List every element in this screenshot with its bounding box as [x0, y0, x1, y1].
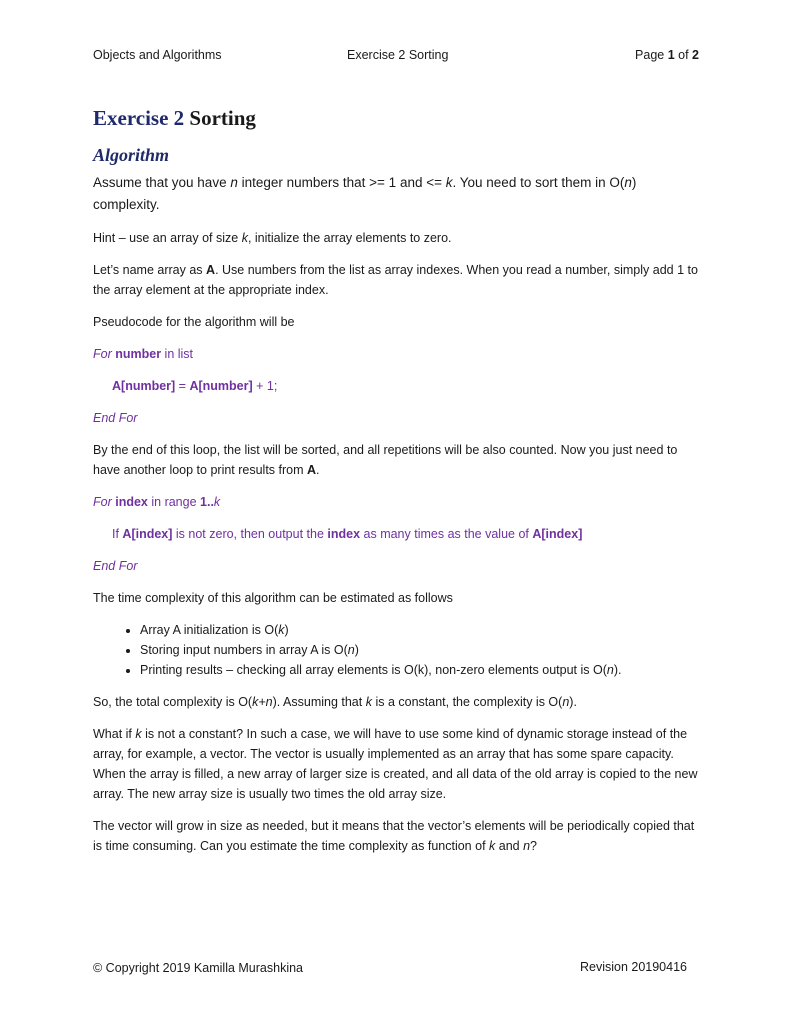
page-total: 2 [692, 48, 699, 62]
total-complexity-paragraph: So, the total complexity is O(k+n). Assuming that k is a constant, the complexity is O(n). [93, 695, 577, 709]
page-prefix: Page [635, 48, 668, 62]
what-if-paragraph: What if k is not a constant? In such a case, we will have to use some kind of dynamic storage instead of the array, for example, a vector. The vector is usually implemented as an array that has some spare capacity. When the array is filled, a new array of larger size is created, and all data of the old array is copied to the new array. The new array size is usually two times the old array size. [93, 727, 698, 801]
page-footer [93, 960, 687, 978]
list-item: • Printing results – checking all array elements is O(k), non-zero elements output is O(n). [140, 660, 705, 680]
header-course: Objects and Algorithms [93, 48, 222, 62]
loop-end-paragraph: By the end of this loop, the list will be sorted, and all repetitions will be also counted. Now you just need to have another loop to print results from A. [93, 443, 678, 477]
array-paragraph: Let’s name array as A. Use numbers from the list as array indexes. When you read a number, simply add 1 to the array element at the appropriate index. [93, 263, 698, 297]
page-current: 1 [667, 48, 675, 62]
code2-body-line: If A[index] is not zero, then output the index as many times as the value of A[index] [112, 527, 583, 541]
title-part1: Exercise 2 [93, 106, 185, 130]
section-heading: Algorithm [93, 145, 170, 165]
page-mid: of [674, 48, 693, 62]
pseudocode-intro: Pseudocode for the algorithm will be [93, 315, 295, 329]
page-number [635, 48, 699, 62]
code2-end-line: End For [93, 559, 138, 573]
code2-for-line: For index in range 1..k [93, 495, 221, 509]
hint-paragraph: Hint – use an array of size k, initialize the array elements to zero. [93, 231, 452, 245]
list-item: • Storing input numbers in array A is O(n) [140, 640, 705, 660]
page-title [93, 106, 705, 131]
vector-paragraph: The vector will grow in size as needed, but it means that the vector’s elements will be periodically copied that is time consuming. Can you estimate the time complexity as function of k and n? [93, 819, 695, 853]
intro-paragraph: Assume that you have n integer numbers that >= 1 and <= k. You need to sort them in O(n) complexity. [93, 175, 637, 212]
code1-for-line: For number in list [93, 347, 194, 361]
main-content [93, 106, 705, 868]
title-part2: Sorting [189, 106, 256, 130]
page-header [93, 48, 699, 66]
code1-end-line: End For [93, 411, 138, 425]
list-item: • Array A initialization is O(k) [140, 620, 705, 640]
complexity-list [93, 620, 705, 680]
revision: Revision 20190416 [579, 960, 687, 974]
code1-body-line: A[number] = A[number] + 1; [112, 379, 278, 393]
header-title: Exercise 2 Sorting [347, 48, 449, 62]
copyright: © Copyright 2019 Kamilla Murashkina [93, 961, 304, 975]
time-complexity-intro: The time complexity of this algorithm can be estimated as follows [93, 591, 453, 605]
